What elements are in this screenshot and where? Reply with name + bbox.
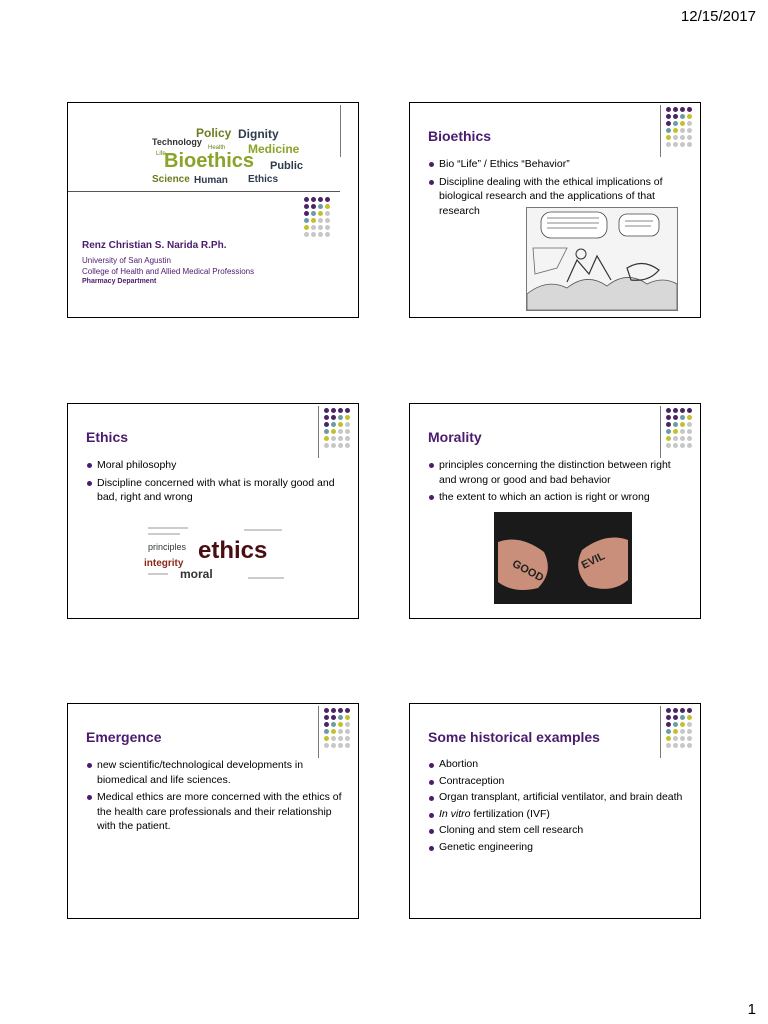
decorative-dot bbox=[338, 743, 343, 748]
decorative-dot bbox=[338, 443, 343, 448]
bullet-item: Discipline dealing with the ethical implications of biological research and the applications of that research bbox=[428, 175, 684, 219]
decorative-dot bbox=[304, 218, 309, 223]
decorative-dot bbox=[680, 114, 685, 119]
slide-divider bbox=[318, 406, 319, 458]
bullet-item bbox=[428, 808, 684, 822]
decorative-dot bbox=[666, 743, 671, 748]
decorative-dot bbox=[687, 715, 692, 720]
decorative-dot bbox=[324, 443, 329, 448]
decorative-dot bbox=[687, 443, 692, 448]
decorative-dot bbox=[311, 225, 316, 230]
decorative-dot bbox=[311, 204, 316, 209]
decorative-dot bbox=[680, 736, 685, 741]
decorative-dot bbox=[324, 715, 329, 720]
decorative-dot bbox=[680, 715, 685, 720]
slide-divider bbox=[340, 105, 341, 157]
decorative-dot bbox=[673, 429, 678, 434]
decorative-dot bbox=[311, 211, 316, 216]
decorative-dot bbox=[687, 429, 692, 434]
wordcloud-word: Technology bbox=[152, 137, 202, 147]
decorative-dot bbox=[680, 408, 685, 413]
decorative-dot bbox=[318, 211, 323, 216]
decorative-dot bbox=[680, 142, 685, 147]
bullet-list bbox=[86, 458, 342, 508]
wordcloud-word: Life bbox=[156, 151, 166, 157]
bullet-item: Genetic engineering bbox=[428, 841, 684, 855]
decorative-dot bbox=[673, 128, 678, 133]
decorative-dot bbox=[673, 708, 678, 713]
wordcloud-word: Ethics bbox=[248, 174, 279, 185]
slide-title: Morality bbox=[428, 429, 482, 445]
decorative-dot bbox=[345, 443, 350, 448]
decorative-dot bbox=[338, 729, 343, 734]
decorative-dot bbox=[673, 436, 678, 441]
decorative-dot bbox=[324, 722, 329, 727]
decorative-dot bbox=[666, 128, 671, 133]
decorative-dot bbox=[666, 729, 671, 734]
page-number: 1 bbox=[747, 1001, 756, 1018]
decorative-dot bbox=[680, 722, 685, 727]
decorative-dot bbox=[680, 135, 685, 140]
decorative-dots bbox=[666, 408, 692, 448]
decorative-dot bbox=[666, 114, 671, 119]
affiliation-college: College of Health and Allied Medical Professions bbox=[82, 267, 255, 276]
wordcloud-word: principles bbox=[148, 542, 187, 552]
decorative-dot bbox=[673, 422, 678, 427]
decorative-dot bbox=[666, 436, 671, 441]
decorative-dot bbox=[673, 722, 678, 727]
decorative-dot bbox=[666, 722, 671, 727]
decorative-dot bbox=[324, 743, 329, 748]
decorative-dot bbox=[345, 743, 350, 748]
decorative-dot bbox=[687, 708, 692, 713]
decorative-dot bbox=[304, 232, 309, 237]
decorative-dot bbox=[345, 736, 350, 741]
decorative-dot bbox=[331, 422, 336, 427]
wordcloud-word: moral bbox=[180, 567, 213, 581]
bullet-list bbox=[428, 458, 684, 508]
decorative-dot bbox=[687, 729, 692, 734]
affiliation-department: Pharmacy Department bbox=[82, 278, 157, 285]
decorative-dot bbox=[318, 225, 323, 230]
decorative-dot bbox=[331, 415, 336, 420]
decorative-dot bbox=[666, 135, 671, 140]
photo-text: GOOD bbox=[510, 557, 546, 585]
decorative-dot bbox=[338, 415, 343, 420]
decorative-dot bbox=[345, 729, 350, 734]
decorative-dot bbox=[680, 429, 685, 434]
decorative-dot bbox=[666, 408, 671, 413]
decorative-dot bbox=[687, 121, 692, 126]
decorative-dot bbox=[324, 708, 329, 713]
decorative-dot bbox=[311, 218, 316, 223]
decorative-dots bbox=[666, 107, 692, 147]
decorative-dot bbox=[345, 422, 350, 427]
wordcloud-word: Health bbox=[208, 145, 226, 151]
decorative-dot bbox=[318, 218, 323, 223]
decorative-dot bbox=[338, 422, 343, 427]
decorative-dot bbox=[680, 743, 685, 748]
slide-2 bbox=[409, 102, 701, 318]
decorative-dot bbox=[666, 708, 671, 713]
decorative-dot bbox=[325, 211, 330, 216]
decorative-dot bbox=[331, 743, 336, 748]
decorative-dot bbox=[666, 715, 671, 720]
decorative-dot bbox=[345, 408, 350, 413]
decorative-dot bbox=[331, 729, 336, 734]
decorative-dot bbox=[338, 715, 343, 720]
decorative-dot bbox=[687, 722, 692, 727]
decorative-dot bbox=[673, 415, 678, 420]
decorative-dot bbox=[680, 729, 685, 734]
italic-term: In vitro bbox=[439, 807, 471, 820]
decorative-dot bbox=[331, 436, 336, 441]
decorative-dot bbox=[304, 204, 309, 209]
bullet-list bbox=[428, 758, 684, 857]
decorative-dot bbox=[673, 443, 678, 448]
decorative-dots bbox=[304, 197, 330, 237]
decorative-dot bbox=[325, 197, 330, 202]
decorative-dot bbox=[687, 128, 692, 133]
fists-photo-image bbox=[494, 512, 632, 604]
bullet-item: Organ transplant, artificial ventilator, and brain death bbox=[428, 791, 684, 805]
decorative-dot bbox=[331, 443, 336, 448]
decorative-dot bbox=[687, 408, 692, 413]
decorative-dot bbox=[304, 225, 309, 230]
decorative-dot bbox=[666, 142, 671, 147]
decorative-dot bbox=[680, 415, 685, 420]
decorative-dot bbox=[687, 114, 692, 119]
bullet-item: Contraception bbox=[428, 775, 684, 789]
wordcloud-word: Science bbox=[152, 174, 190, 185]
decorative-dot bbox=[680, 107, 685, 112]
slide-divider bbox=[660, 406, 661, 458]
bullet-item: principles concerning the distinction between right and wrong or good and bad behavior bbox=[428, 458, 684, 487]
cartoon-image bbox=[526, 207, 678, 311]
decorative-dot bbox=[673, 142, 678, 147]
decorative-dot bbox=[338, 708, 343, 713]
page-date: 12/15/2017 bbox=[680, 8, 756, 25]
decorative-dot bbox=[338, 429, 343, 434]
decorative-dot bbox=[673, 715, 678, 720]
decorative-dot bbox=[687, 142, 692, 147]
decorative-dot bbox=[673, 736, 678, 741]
decorative-dot bbox=[318, 232, 323, 237]
decorative-dot bbox=[687, 415, 692, 420]
decorative-dot bbox=[324, 429, 329, 434]
bullet-item: Medical ethics are more concerned with the ethics of the health care professionals and their relationship with the patient. bbox=[86, 790, 342, 834]
decorative-dot bbox=[311, 232, 316, 237]
decorative-dot bbox=[324, 422, 329, 427]
decorative-dot bbox=[325, 218, 330, 223]
decorative-dot bbox=[680, 708, 685, 713]
decorative-dots bbox=[324, 408, 350, 448]
decorative-dot bbox=[666, 422, 671, 427]
slide-1 bbox=[67, 102, 359, 318]
bullet-item: new scientific/technological developments in biomedical and life sciences. bbox=[86, 758, 342, 787]
decorative-dot bbox=[304, 197, 309, 202]
slide-title: Some historical examples bbox=[428, 729, 600, 745]
decorative-dot bbox=[687, 743, 692, 748]
decorative-dot bbox=[324, 415, 329, 420]
ethics-wordcloud-image bbox=[144, 522, 288, 586]
decorative-dot bbox=[311, 197, 316, 202]
bullet-item: Abortion bbox=[428, 758, 684, 772]
slide-title: Bioethics bbox=[428, 128, 492, 144]
wordcloud-word: Human bbox=[194, 175, 228, 186]
decorative-dot bbox=[673, 408, 678, 413]
decorative-dot bbox=[324, 436, 329, 441]
decorative-dot bbox=[673, 121, 678, 126]
decorative-dot bbox=[673, 729, 678, 734]
decorative-dot bbox=[687, 736, 692, 741]
wordcloud-word: integrity bbox=[144, 558, 184, 569]
decorative-dot bbox=[338, 436, 343, 441]
decorative-dot bbox=[680, 128, 685, 133]
bullet-item: the extent to which an action is right or wrong bbox=[428, 490, 684, 505]
affiliation-university: University of San Agustin bbox=[82, 256, 171, 265]
decorative-dot bbox=[331, 429, 336, 434]
photo-text: EVIL bbox=[579, 550, 607, 572]
decorative-dot bbox=[345, 436, 350, 441]
decorative-dots bbox=[324, 708, 350, 748]
slide-5 bbox=[67, 703, 359, 919]
decorative-dot bbox=[338, 408, 343, 413]
wordcloud-word: ethics bbox=[198, 537, 268, 564]
decorative-dot bbox=[666, 121, 671, 126]
decorative-dot bbox=[673, 114, 678, 119]
decorative-dot bbox=[687, 422, 692, 427]
decorative-dot bbox=[324, 729, 329, 734]
decorative-dot bbox=[331, 408, 336, 413]
decorative-dot bbox=[345, 708, 350, 713]
wordcloud-word: Bioethics bbox=[164, 150, 255, 172]
author-name: Renz Christian S. Narida R.Ph. bbox=[82, 240, 227, 251]
slide-title: Ethics bbox=[86, 429, 129, 445]
slide-divider bbox=[660, 105, 661, 157]
decorative-dot bbox=[680, 121, 685, 126]
decorative-dot bbox=[345, 415, 350, 420]
decorative-dot bbox=[345, 715, 350, 720]
wordcloud-word: Policy bbox=[196, 126, 232, 140]
decorative-dot bbox=[345, 722, 350, 727]
bullet-item: Bio “Life” / Ethics “Behavior” bbox=[428, 157, 684, 172]
decorative-dot bbox=[687, 436, 692, 441]
decorative-dot bbox=[687, 135, 692, 140]
decorative-dots bbox=[666, 708, 692, 748]
wordcloud-word: Medicine bbox=[248, 142, 300, 156]
decorative-dot bbox=[324, 408, 329, 413]
bullet-item: Discipline concerned with what is morally good and bad, right and wrong bbox=[86, 476, 342, 505]
decorative-dot bbox=[666, 429, 671, 434]
decorative-dot bbox=[331, 722, 336, 727]
decorative-dot bbox=[331, 736, 336, 741]
slide-divider bbox=[660, 706, 661, 758]
decorative-dot bbox=[680, 436, 685, 441]
decorative-dot bbox=[318, 204, 323, 209]
decorative-dot bbox=[325, 225, 330, 230]
decorative-dot bbox=[325, 204, 330, 209]
bullet-item: Moral philosophy bbox=[86, 458, 342, 473]
decorative-dot bbox=[687, 107, 692, 112]
decorative-dot bbox=[338, 722, 343, 727]
decorative-dot bbox=[666, 107, 671, 112]
decorative-dot bbox=[304, 211, 309, 216]
decorative-dot bbox=[666, 415, 671, 420]
decorative-dot bbox=[331, 708, 336, 713]
decorative-dot bbox=[673, 107, 678, 112]
decorative-dot bbox=[680, 422, 685, 427]
decorative-dot bbox=[318, 197, 323, 202]
slide-title: Emergence bbox=[86, 729, 162, 745]
decorative-dot bbox=[673, 135, 678, 140]
slide-divider bbox=[318, 706, 319, 758]
title-rule bbox=[68, 191, 340, 192]
decorative-dot bbox=[666, 736, 671, 741]
decorative-dot bbox=[325, 232, 330, 237]
decorative-dot bbox=[324, 736, 329, 741]
bullet-list bbox=[86, 758, 342, 837]
wordcloud-word: Public bbox=[270, 160, 304, 172]
slide-6 bbox=[409, 703, 701, 919]
bullet-item: Cloning and stem cell research bbox=[428, 824, 684, 838]
decorative-dot bbox=[673, 743, 678, 748]
decorative-dot bbox=[331, 715, 336, 720]
slide-4 bbox=[409, 403, 701, 619]
decorative-dot bbox=[680, 443, 685, 448]
slide-3 bbox=[67, 403, 359, 619]
decorative-dot bbox=[345, 429, 350, 434]
decorative-dot bbox=[338, 736, 343, 741]
decorative-dot bbox=[666, 443, 671, 448]
bullet-text: fertilization (IVF) bbox=[473, 807, 550, 820]
bioethics-wordcloud-image bbox=[152, 123, 312, 189]
wordcloud-word: Dignity bbox=[238, 127, 279, 141]
